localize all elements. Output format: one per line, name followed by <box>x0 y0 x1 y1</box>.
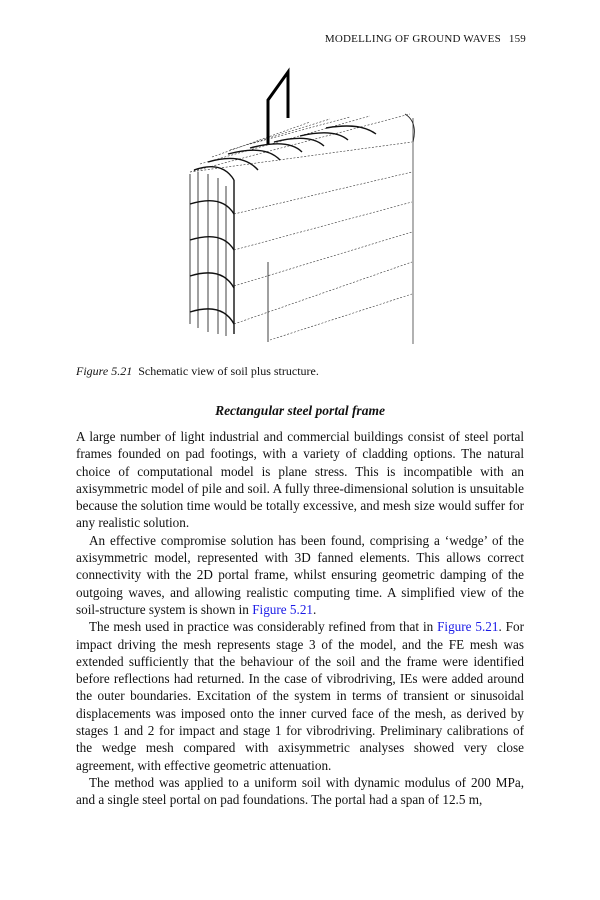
inner-face-arc <box>190 237 234 250</box>
radial-line <box>230 119 330 150</box>
surface-arc <box>194 167 234 180</box>
figure-link[interactable]: Figure 5.21 <box>437 619 499 635</box>
inner-face-arc <box>190 273 234 288</box>
paragraph-4: The method was applied to a uniform soil with dynamic modulus of 200 MPa, and a single steel portal on pad foundations. The portal had a span of 12.5 m, <box>76 774 524 808</box>
surface-arc <box>274 138 324 146</box>
radial-line <box>190 142 412 172</box>
running-title: MODELLING OF GROUND WAVES <box>324 33 501 45</box>
radial-line <box>190 114 410 172</box>
section-heading: Rectangular steel portal frame <box>215 403 385 418</box>
paragraph-1: A large number of light industrial and commercial buildings consist of steel portal frames founded on pad footings, with a variety of cladding options. The natural choice of computational model is plane stress. This is incompatible with an axisymmetric model of pile and soil. A fully three-dimensional solution is unsuitable because the solution time would be totally excessive, and mesh size would suffer for any realistic solution. <box>76 429 524 531</box>
radial-line <box>212 122 310 157</box>
paragraph-2-text: An effective compromise solution has been found, comprising a ‘wedge’ of the axisymmetric model, represented with 3D fanned elements. This allows correct connectivity with the 2D portal frame, whilst ensuring geometric damping of the outgoing waves, and allowing realistic computing time. A simplified view of the soil-structure system is shown in <box>76 532 524 617</box>
radial-line <box>234 262 412 324</box>
paragraph-3-text: The mesh used in practice was considerably refined from that in <box>89 619 434 635</box>
running-header <box>325 33 526 45</box>
radial-line <box>234 172 412 214</box>
figure-caption-text: Schematic view of soil plus structure. <box>138 364 319 378</box>
radial-line <box>234 232 412 286</box>
radial-line <box>270 294 412 340</box>
radial-line <box>250 117 350 144</box>
figure-caption <box>76 364 319 379</box>
paragraph-3-end: . For impact driving the mesh represents stage 3 of the model, and the FE mesh was extended sufficiently that the behaviour of the soil and the frame were identified before reflections had returned. In the case of vibrodriving, IEs were added around the outer boundaries. Excitation of the system in terms of transient or sinusoidal displacements was imposed onto the inner curved face of the mesh, as derived by stages 1 and 2 for impact and stage 1 for vibrodriving. Preliminary calibrations of the wedge mesh compared with axisymmetric analyses showed very close agreement, with effective geometric attenuation. <box>76 619 524 773</box>
body-text <box>76 428 524 809</box>
paragraph-2-end: . <box>313 601 317 617</box>
paragraph-2 <box>76 532 524 618</box>
paragraph-3 <box>76 618 524 774</box>
page-number: 159 <box>508 33 526 45</box>
surface-arc <box>326 126 376 134</box>
soil-structure-figure <box>150 62 450 362</box>
radial-line <box>234 202 412 250</box>
figure-link[interactable]: Figure 5.21 <box>252 601 314 617</box>
figure-label: Figure 5.21 <box>76 364 133 378</box>
inner-face-arc <box>190 309 234 324</box>
inner-face-arc <box>190 201 234 214</box>
